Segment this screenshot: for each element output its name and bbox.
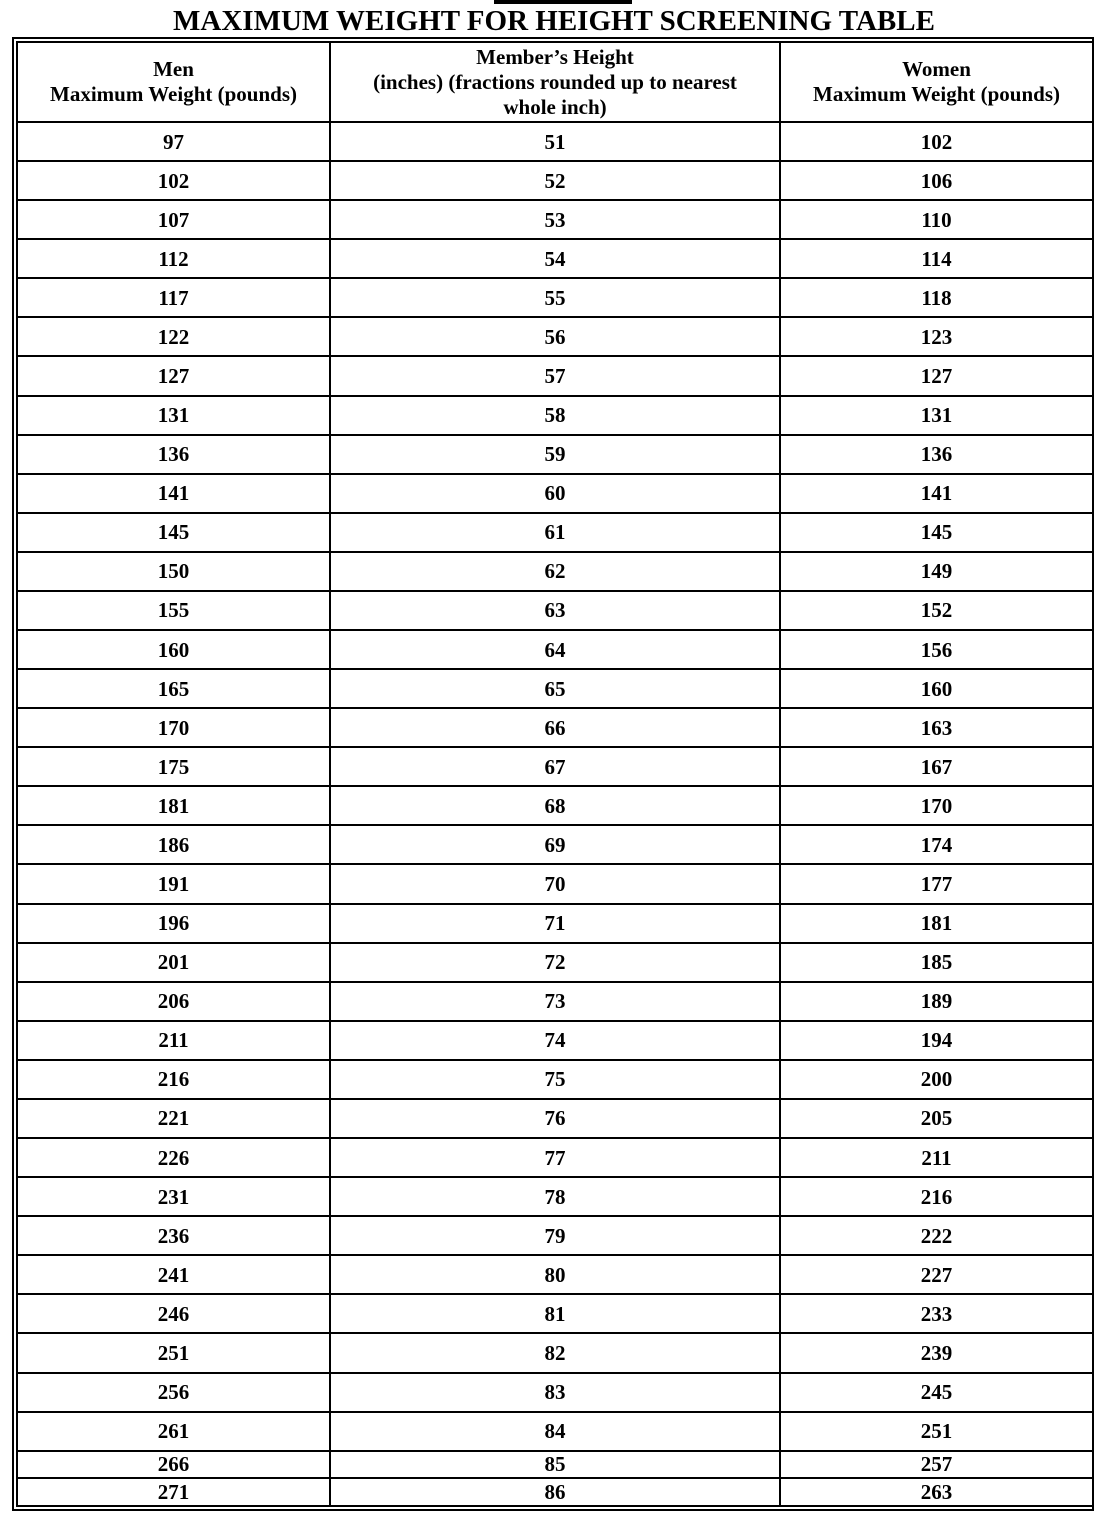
header-height-line: (inches) (fractions rounded up to nearest: [373, 69, 737, 94]
cell-height: 59: [330, 435, 780, 474]
header-women-line: Maximum Weight (pounds): [813, 82, 1060, 106]
cell-men: 246: [17, 1294, 330, 1333]
cell-height: 65: [330, 669, 780, 708]
cell-men: 196: [17, 904, 330, 943]
cell-height: 56: [330, 317, 780, 356]
cell-women: 136: [780, 435, 1093, 474]
cell-men: 175: [17, 747, 330, 786]
cell-height: 84: [330, 1412, 780, 1451]
table-row: [17, 1177, 1093, 1216]
cell-women: 257: [780, 1451, 1093, 1478]
cell-women: 239: [780, 1333, 1093, 1372]
cell-men: 206: [17, 982, 330, 1021]
cell-men: 211: [17, 1021, 330, 1060]
screening-table-frame: [12, 37, 1094, 1511]
cell-height: 57: [330, 356, 780, 395]
cell-height: 80: [330, 1255, 780, 1294]
table-row: [17, 239, 1093, 278]
cell-height: 74: [330, 1021, 780, 1060]
cell-height: 55: [330, 278, 780, 317]
cell-height: 77: [330, 1138, 780, 1177]
cell-women: 189: [780, 982, 1093, 1021]
cell-height: 69: [330, 825, 780, 864]
cell-women: 163: [780, 708, 1093, 747]
cell-women: 174: [780, 825, 1093, 864]
cell-women: 110: [780, 200, 1093, 239]
cell-women: 211: [780, 1138, 1093, 1177]
cell-women: 167: [780, 747, 1093, 786]
cell-height: 64: [330, 630, 780, 669]
table-row: [17, 278, 1093, 317]
cell-women: 118: [780, 278, 1093, 317]
cell-height: 60: [330, 474, 780, 513]
cell-women: 127: [780, 356, 1093, 395]
table-row: [17, 1333, 1093, 1372]
cell-women: 185: [780, 943, 1093, 982]
cell-women: 149: [780, 552, 1093, 591]
cell-women: 216: [780, 1177, 1093, 1216]
table-row: [17, 1138, 1093, 1177]
cell-men: 150: [17, 552, 330, 591]
cell-height: 53: [330, 200, 780, 239]
header-height-line: whole inch): [503, 94, 607, 119]
cell-men: 201: [17, 943, 330, 982]
cell-height: 81: [330, 1294, 780, 1333]
cell-women: 152: [780, 591, 1093, 630]
cell-women: 145: [780, 513, 1093, 552]
cell-height: 71: [330, 904, 780, 943]
table-row: [17, 943, 1093, 982]
cell-women: 106: [780, 161, 1093, 200]
cell-men: 141: [17, 474, 330, 513]
cell-men: 186: [17, 825, 330, 864]
cell-women: 177: [780, 864, 1093, 903]
cell-women: 194: [780, 1021, 1093, 1060]
header-height-line: Member’s Height: [476, 44, 634, 69]
header-women: [780, 42, 1093, 122]
cell-height: 75: [330, 1060, 780, 1099]
table-row: [17, 435, 1093, 474]
cell-women: 131: [780, 396, 1093, 435]
cell-men: 160: [17, 630, 330, 669]
table-row: [17, 747, 1093, 786]
cell-height: 83: [330, 1373, 780, 1412]
table-row: [17, 317, 1093, 356]
cell-women: 200: [780, 1060, 1093, 1099]
header-row: [17, 42, 1093, 122]
screening-table: [16, 41, 1094, 1507]
table-row: [17, 591, 1093, 630]
cell-women: 251: [780, 1412, 1093, 1451]
cell-men: 241: [17, 1255, 330, 1294]
cell-men: 266: [17, 1451, 330, 1478]
cell-height: 86: [330, 1478, 780, 1506]
cell-women: 205: [780, 1099, 1093, 1138]
table-row: [17, 1060, 1093, 1099]
cell-men: 271: [17, 1478, 330, 1506]
cell-height: 79: [330, 1216, 780, 1255]
table-row: [17, 396, 1093, 435]
cell-women: 156: [780, 630, 1093, 669]
cell-men: 97: [17, 122, 330, 161]
cell-women: 102: [780, 122, 1093, 161]
table-row: [17, 1373, 1093, 1412]
cell-men: 165: [17, 669, 330, 708]
cell-men: 226: [17, 1138, 330, 1177]
cell-height: 51: [330, 122, 780, 161]
table-row: [17, 786, 1093, 825]
table-row: [17, 122, 1093, 161]
cell-women: 170: [780, 786, 1093, 825]
table-row: [17, 161, 1093, 200]
cell-men: 261: [17, 1412, 330, 1451]
cell-height: 68: [330, 786, 780, 825]
header-men-line: Men: [153, 57, 194, 81]
header-men-line: Maximum Weight (pounds): [50, 82, 297, 106]
cell-height: 67: [330, 747, 780, 786]
table-row: [17, 1021, 1093, 1060]
table-row: [17, 982, 1093, 1021]
cell-men: 170: [17, 708, 330, 747]
cell-women: 114: [780, 239, 1093, 278]
cell-men: 181: [17, 786, 330, 825]
table-row: [17, 1478, 1093, 1506]
table-row: [17, 513, 1093, 552]
cell-height: 85: [330, 1451, 780, 1478]
cell-women: 263: [780, 1478, 1093, 1506]
cell-men: 155: [17, 591, 330, 630]
table-row: [17, 1451, 1093, 1478]
cell-men: 122: [17, 317, 330, 356]
cell-women: 181: [780, 904, 1093, 943]
table-row: [17, 474, 1093, 513]
table-row: [17, 200, 1093, 239]
cell-men: 136: [17, 435, 330, 474]
cell-height: 63: [330, 591, 780, 630]
cell-height: 78: [330, 1177, 780, 1216]
cell-women: 123: [780, 317, 1093, 356]
cell-men: 191: [17, 864, 330, 903]
cell-women: 245: [780, 1373, 1093, 1412]
cell-men: 251: [17, 1333, 330, 1372]
cell-women: 141: [780, 474, 1093, 513]
table-row: [17, 1216, 1093, 1255]
cell-height: 62: [330, 552, 780, 591]
cell-height: 73: [330, 982, 780, 1021]
cell-height: 66: [330, 708, 780, 747]
cell-height: 76: [330, 1099, 780, 1138]
table-body: [17, 122, 1093, 1506]
table-row: [17, 630, 1093, 669]
cell-women: 233: [780, 1294, 1093, 1333]
page-title: MAXIMUM WEIGHT FOR HEIGHT SCREENING TABLE: [173, 5, 935, 37]
table-row: [17, 825, 1093, 864]
table-row: [17, 708, 1093, 747]
table-row: [17, 1412, 1093, 1451]
table-row: [17, 1099, 1093, 1138]
cell-men: 127: [17, 356, 330, 395]
cell-men: 112: [17, 239, 330, 278]
cell-women: 222: [780, 1216, 1093, 1255]
header-height: [330, 42, 780, 122]
cell-height: 58: [330, 396, 780, 435]
cell-men: 145: [17, 513, 330, 552]
header-women-line: Women: [902, 57, 971, 81]
cell-women: 160: [780, 669, 1093, 708]
cell-men: 221: [17, 1099, 330, 1138]
cell-men: 256: [17, 1373, 330, 1412]
cell-height: 72: [330, 943, 780, 982]
table-row: [17, 669, 1093, 708]
cell-men: 117: [17, 278, 330, 317]
header-men: [17, 42, 330, 122]
cell-men: 102: [17, 161, 330, 200]
cell-height: 52: [330, 161, 780, 200]
cell-height: 82: [330, 1333, 780, 1372]
cell-women: 227: [780, 1255, 1093, 1294]
cell-height: 54: [330, 239, 780, 278]
cell-height: 61: [330, 513, 780, 552]
table-row: [17, 1294, 1093, 1333]
cell-men: 216: [17, 1060, 330, 1099]
table-row: [17, 552, 1093, 591]
table-row: [17, 1255, 1093, 1294]
table-row: [17, 904, 1093, 943]
cell-men: 131: [17, 396, 330, 435]
cell-men: 231: [17, 1177, 330, 1216]
cell-height: 70: [330, 864, 780, 903]
cell-men: 236: [17, 1216, 330, 1255]
table-row: [17, 864, 1093, 903]
cell-men: 107: [17, 200, 330, 239]
table-row: [17, 356, 1093, 395]
